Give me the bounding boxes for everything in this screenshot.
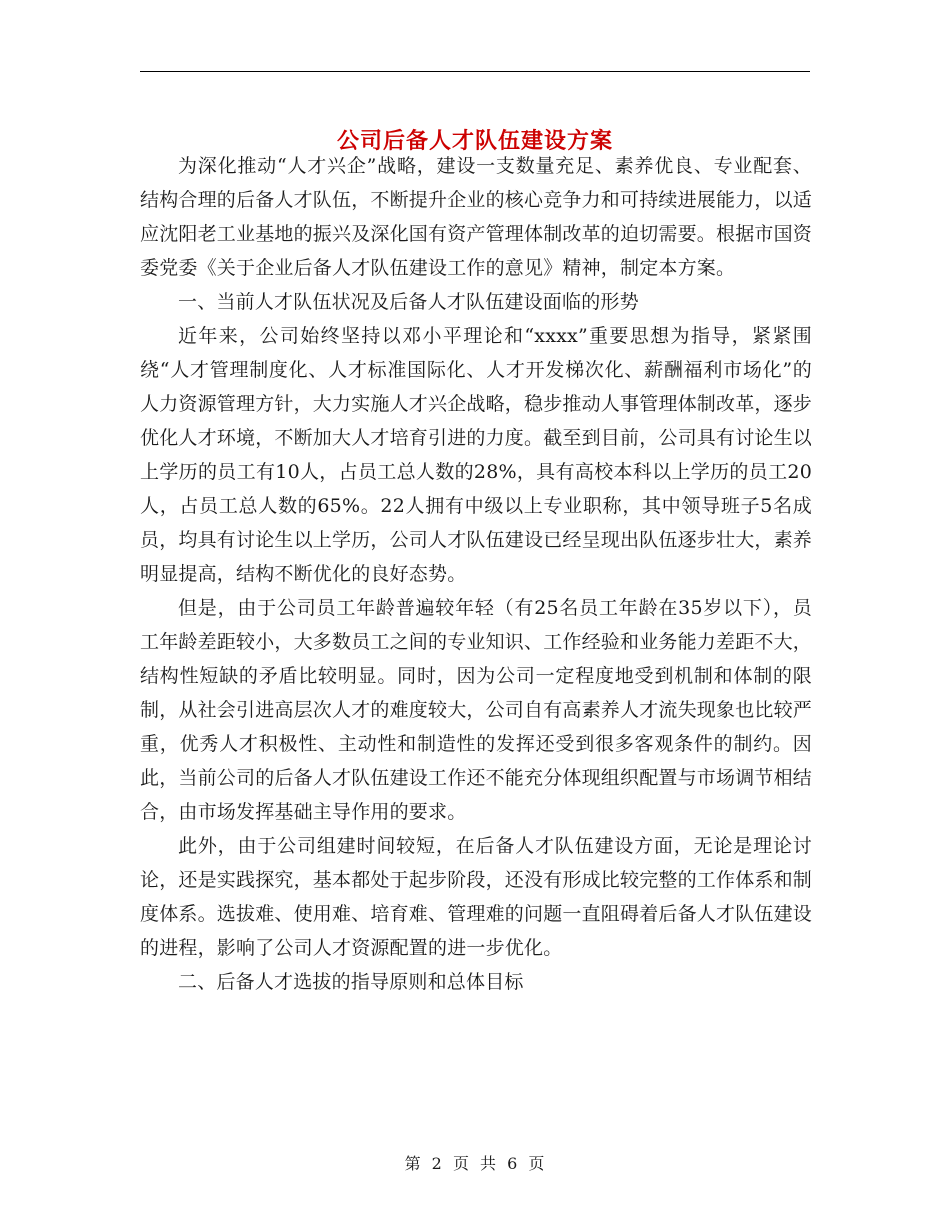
document-title: 公司后备人才队伍建设方案 <box>336 127 613 154</box>
section-heading-2: 二、后备人才选拔的指导原则和总体目标 <box>178 971 524 993</box>
paragraph-additional: 此外，由于公司组建时间较短，在后备人才队伍建设方面，无论是理论讨论，还是实践探究，基本都处于起步阶段，还没有形成比较完整的工作体系和制度体系。选拔难、使用难、培育难、管理难的问题一直阻碍着后备人才队伍建设的进程，影响了公司人才资源配置的进一步优化。 <box>140 835 813 959</box>
page-number: 第 2 页 共 6 页 <box>404 1154 546 1173</box>
section-heading-1: 一、当前人才队伍状况及后备人才队伍建设面临的形势 <box>178 291 639 313</box>
header-rule <box>140 71 810 72</box>
document-body <box>140 149 812 999</box>
paragraph-problems: 但是，由于公司员工年龄普遍较年轻（有25名员工年龄在35岁以下），员工年龄差距较小，大多数员工之间的专业知识、工作经验和业务能力差距不大，结构性短缺的矛盾比较明显。同时，因为公司一定程度地受到机制和体制的限制，从社会引进高层次人才的难度较大，公司自有高素养人才流失现象也比较严重，优秀人才积极性、主动性和制造性的发挥还受到很多客观条件的制约。因此，当前公司的后备人才队伍建设工作还不能充分体现组织配置与市场调节相结合，由市场发挥基础主导作用的要求。 <box>140 597 813 823</box>
paragraph-intro: 为深化推动“人才兴企”战略，建设一支数量充足、素养优良、专业配套、结构合理的后备人才队伍，不断提升企业的核心竞争力和可持续进展能力，以适应沈阳老工业基地的振兴及深化国有资产管理体制改革的迫切需要。根据市国资委党委《关于企业后备人才队伍建设工作的意见》精神，制定本方案。 <box>140 155 813 279</box>
paragraph-current-status: 近年来，公司始终坚持以邓小平理论和“xxxx”重要思想为指导，紧紧围绕“人才管理制度化、人才标准国际化、人才开发梯次化、薪酬福利市场化”的人力资源管理方针，大力实施人才兴企战略，稳步推动人事管理体制改革，逐步优化人才环境，不断加大人才培育引进的力度。截至到目前，公司具有讨论生以上学历的员工有10人，占员工总人数的28%，具有高校本科以上学历的员工20人，占员工总人数的65%。22人拥有中级以上专业职称，其中领导班子5名成员，均具有讨论生以上学历，公司人才队伍建设已经呈现出队伍逐步壮大，素养明显提高，结构不断优化的良好态势。 <box>140 325 813 585</box>
